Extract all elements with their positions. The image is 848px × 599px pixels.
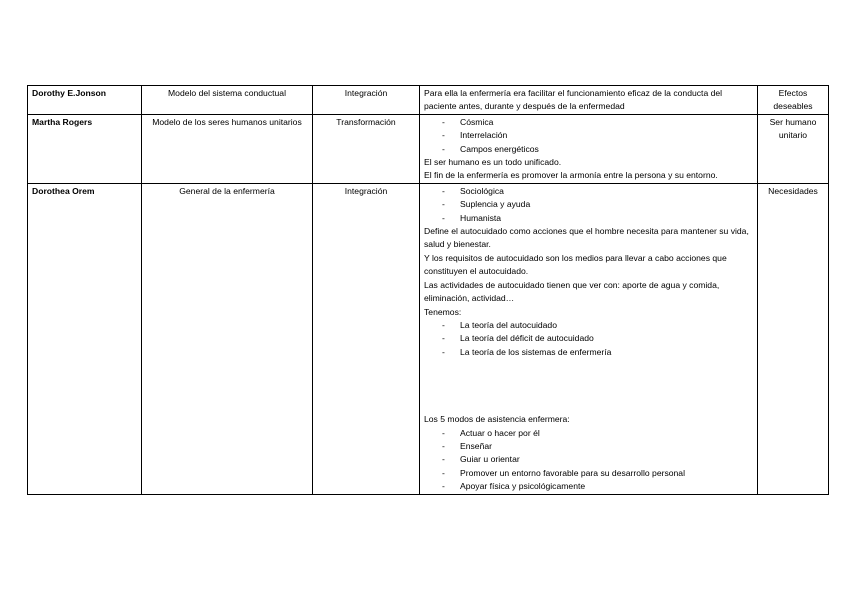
list-item: - Suplencia y ayuda [442, 198, 753, 211]
dash-marker: - [442, 454, 445, 465]
list-item: - Promover un entorno favorable para su desarrollo personal [442, 467, 753, 480]
paragraph: Define el autocuidado como acciones que el hombre necesita para mantener su vida, salud y bienestar. [424, 226, 749, 250]
assistance-modes-list [424, 427, 753, 494]
list-item: - Enseñar [442, 440, 753, 453]
dash-marker: - [442, 440, 445, 451]
paragraph: Tenemos: [424, 306, 462, 317]
description-cell [420, 183, 758, 494]
theories-list [424, 319, 753, 359]
dash-marker: - [442, 346, 445, 357]
list-item: - La teoría del déficit de autocuidado [442, 332, 753, 345]
author-cell: Martha Rogers [28, 114, 142, 183]
description-cell: Para ella la enfermería era facilitar el funcionamiento eficaz de la conducta del paciente antes, durante y después de la enfermedad [420, 86, 758, 115]
model-cell: General de la enfermería [142, 183, 313, 494]
paragraph: El ser humano es un todo unificado. [424, 157, 562, 168]
goal-cell: Necesidades [758, 183, 829, 494]
dash-marker: - [442, 116, 445, 127]
dash-marker: - [442, 427, 445, 438]
list-item: - Actuar o hacer por él [442, 427, 753, 440]
perspectives-list [424, 185, 753, 225]
list-item: - Guiar u orientar [442, 453, 753, 466]
list-item: - Apoyar física y psicológicamente [442, 480, 753, 493]
dash-marker: - [442, 319, 445, 330]
blank-space [424, 359, 753, 413]
author-cell: Dorothy E.Jonson [28, 86, 142, 115]
dash-marker: - [442, 185, 445, 196]
principles-list [424, 116, 753, 156]
dash-marker: - [442, 467, 445, 478]
list-item: - Campos energéticos [442, 143, 753, 156]
paragraph: El fin de la enfermería es promover la armonía entre la persona y su entorno. [424, 170, 718, 181]
list-item: - Sociológica [442, 185, 753, 198]
paragraph: Las actividades de autocuidado tienen que ver con: aporte de agua y comida, eliminación, actividad… [424, 279, 720, 304]
paragraph: Y los requisitos de autocuidado son los medios para llevar a cabo acciones que constituyen el autocuidado. [424, 252, 727, 277]
model-cell: Modelo de los seres humanos unitarios [142, 114, 313, 183]
list-item: - Humanista [442, 212, 753, 225]
dash-marker: - [442, 143, 445, 154]
goal-cell: Ser humano unitario [758, 114, 829, 183]
table-row [28, 114, 829, 183]
paradigm-cell: Integración [313, 183, 420, 494]
list-item: - La teoría de los sistemas de enfermería [442, 346, 753, 359]
author-cell: Dorothea Orem [28, 183, 142, 494]
list-item: - Cósmica [442, 116, 753, 129]
dash-marker: - [442, 333, 445, 344]
paradigm-cell: Transformación [313, 114, 420, 183]
paragraph: Los 5 modos de asistencia enfermera: [424, 414, 570, 425]
nursing-models-table [27, 85, 829, 495]
dash-marker: - [442, 212, 445, 223]
dash-marker: - [442, 481, 445, 492]
table-row [28, 183, 829, 494]
table-row [28, 86, 829, 115]
list-item: - Interrelación [442, 129, 753, 142]
paradigm-cell: Integración [313, 86, 420, 115]
list-item: - La teoría del autocuidado [442, 319, 753, 332]
model-cell: Modelo del sistema conductual [142, 86, 313, 115]
dash-marker: - [442, 130, 445, 141]
goal-cell: Efectos deseables [758, 86, 829, 115]
dash-marker: - [442, 199, 445, 210]
description-cell [420, 114, 758, 183]
